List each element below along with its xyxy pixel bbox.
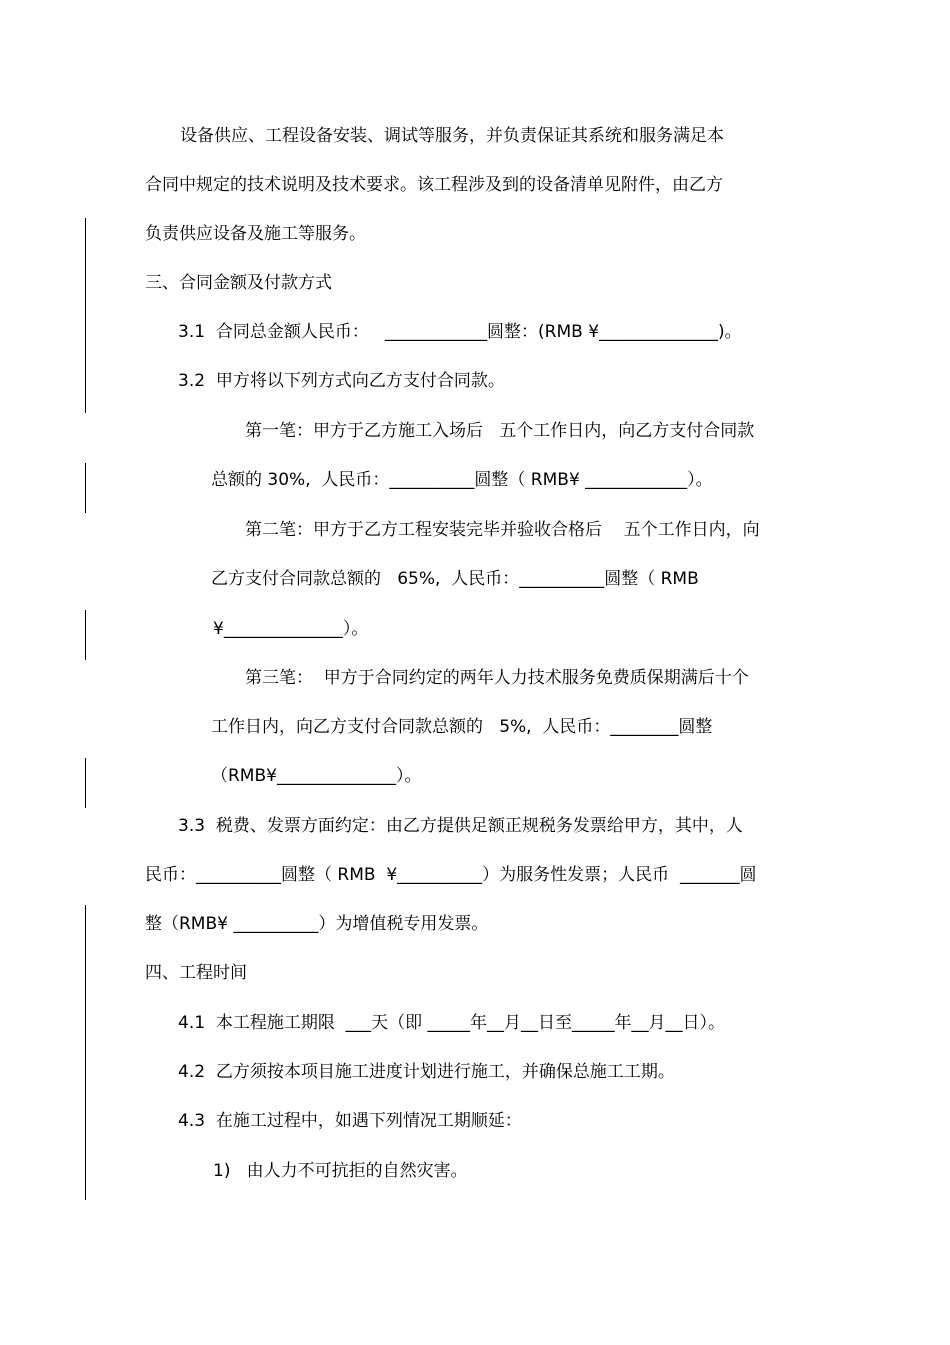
section-heading: 三、合同金额及付款方式 xyxy=(145,273,332,293)
clause-line: 整（RMB¥ __________）为增值税专用发票。 xyxy=(145,914,489,934)
paragraph-line: 负责供应设备及施工等服务。 xyxy=(145,224,366,244)
clause-line: 4.2 乙方须按本项目施工进度计划进行施工，并确保总施工工期。 xyxy=(178,1062,675,1082)
clause-line: 3.2 甲方将以下列方式向乙方支付合同款。 xyxy=(178,371,505,391)
payment-line: 工作日内，向乙方支付合同款总额的 5%, 人民币：________圆整 xyxy=(211,717,713,737)
clause-line: 3.3 税费、发票方面约定：由乙方提供足额正规税务发票给甲方，其中，人 xyxy=(178,816,743,836)
revision-bar xyxy=(85,463,86,513)
revision-bar xyxy=(85,905,86,1200)
paragraph-line: 设备供应、工程设备安装、调试等服务，并负责保证其系统和服务满足本 xyxy=(180,126,724,146)
payment-line: 第二笔：甲方于乙方工程安装完毕并验收合格后 五个工作日内，向 xyxy=(245,520,760,540)
clause-line: 3.1 合同总金额人民币： ____________圆整：(RMB ¥______________)。 xyxy=(178,322,742,342)
payment-line: 总额的 30%, 人民币：__________圆整（ RMB¥ ____________）。 xyxy=(211,470,713,490)
payment-line: 第三笔： 甲方于合同约定的两年人力技术服务免费质保期满后十个 xyxy=(245,668,749,688)
revision-bar xyxy=(85,758,86,808)
clause-line: 民币：__________圆整（ RMB ¥__________）为服务性发票；人民币 _______圆 xyxy=(145,865,757,885)
payment-line: ¥______________）。 xyxy=(213,619,369,639)
section-heading: 四、工程时间 xyxy=(145,963,247,983)
revision-bar xyxy=(85,610,86,660)
payment-line: （RMB¥______________）。 xyxy=(211,766,422,786)
paragraph-line: 合同中规定的技术说明及技术要求。该工程涉及到的设备清单见附件，由乙方 xyxy=(145,175,723,195)
revision-bar xyxy=(85,218,86,413)
clause-line: 4.1 本工程施工期限 ___天（即 _____年__月__日至_____年__月__日）。 xyxy=(178,1013,726,1033)
payment-line: 第一笔：甲方于乙方施工入场后 五个工作日内，向乙方支付合同款 xyxy=(245,421,755,441)
payment-line: 乙方支付合同款总额的 65%, 人民币：__________圆整（ RMB xyxy=(211,569,699,589)
list-item: 1) 由人力不可抗拒的自然灾害。 xyxy=(213,1161,468,1181)
clause-line: 4.3 在施工过程中，如遇下列情况工期顺延： xyxy=(178,1111,522,1131)
